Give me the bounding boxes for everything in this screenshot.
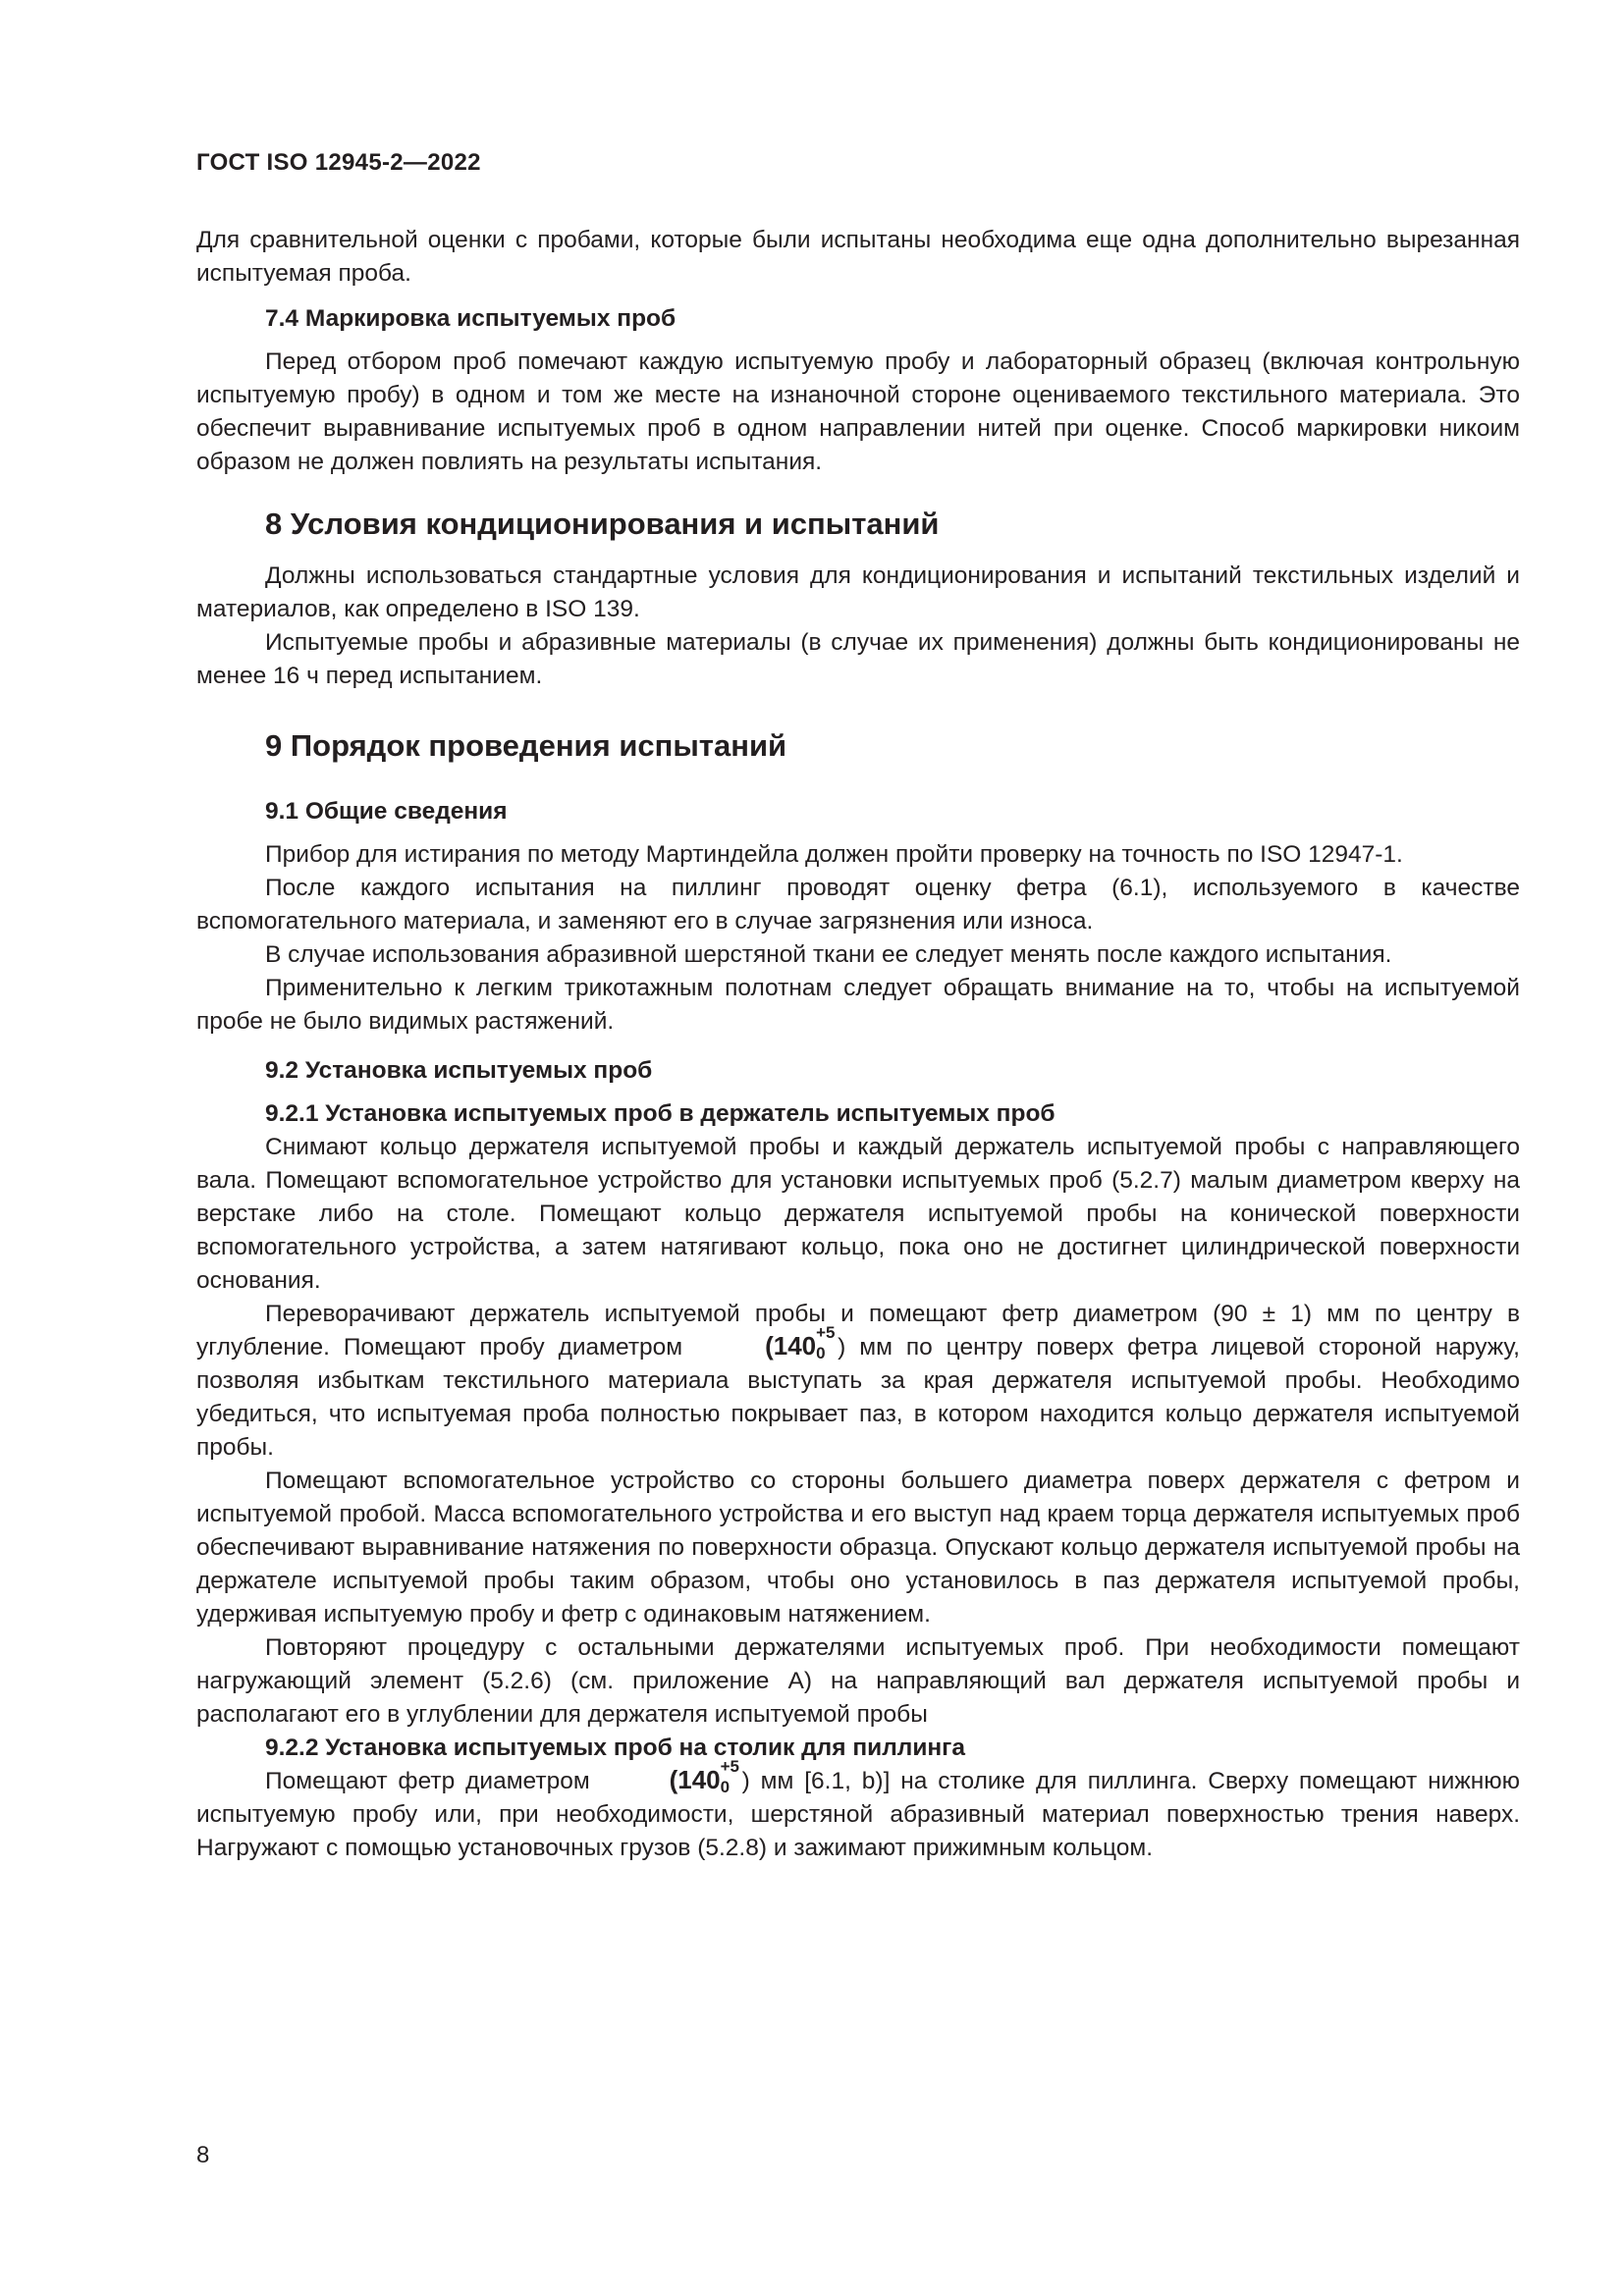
section-9-1-paragraph-1: Прибор для истирания по методу Мартиндейла должен пройти проверку на точность по ISO 12947-1. — [265, 841, 1403, 868]
section-8-paragraph-1: Должны использоваться стандартные условия для кондиционирования и испытаний текстильных изделий и материалов, как определено в ISO 139. — [196, 562, 1520, 622]
section-7-4-heading: 7.4 Маркировка испытуемых проб — [265, 305, 677, 332]
paragraph-text-before-tolerance: Переворачивают держатель испытуемой пробы и помещают фетр диаметром (90 ± 1) мм по центру в углубление. Помещают пробу диаметром — [196, 1301, 1520, 1361]
tolerance-upper: +5 — [816, 1323, 836, 1342]
tolerance-close-paren: ) — [838, 1334, 846, 1361]
section-9-1-heading: 9.1 Общие сведения — [265, 798, 508, 825]
tolerance-lower: 0 — [816, 1344, 826, 1362]
tolerance-close-paren: ) — [741, 1768, 750, 1794]
section-9-1-paragraph-2: После каждого испытания на пиллинг проводят оценку фетра (6.1), используемого в качестве вспомогательного материала, и заменяют его в случае загрязнения или износа. — [196, 875, 1520, 934]
tolerance-base: 140 — [773, 1331, 817, 1361]
section-7-4-paragraph: Перед отбором проб помечают каждую испытуемую пробу и лабораторный образец (включая контрольную испытуемую пробу) в одном и том же месте на изнаночной стороне оцениваемого текстильного материала. Это обеспечит выравнивание испытуемых проб в одном направлении нитей при оценке. Способ маркировки никоим образом не должен повлиять на результаты испытания. — [196, 348, 1520, 475]
section-9-1-paragraph-4: Применительно к легким трикотажным полотнам следует обращать внимание на то, чтобы на испытуемой пробе не было видимых растяжений. — [196, 975, 1520, 1035]
section-9-2-1-paragraph-2 — [196, 1298, 1520, 1465]
tolerance-open-paren: ( — [669, 1765, 678, 1794]
document-body — [196, 224, 1520, 1865]
paragraph-text-after-tolerance: мм по центру поверх фетра лицевой стороной наружу, позволяя избыткам текстильного материала выступать за края держателя испытуемой пробы. Необходимо убедиться, что испытуемая проба полностью покрывает паз, в котором находится кольцо держателя испытуемой пробы. — [196, 1334, 1520, 1461]
section-8-heading: 8 Условия кондиционирования и испытаний — [265, 507, 940, 541]
document-id-header: ГОСТ ISO 12945-2—2022 — [196, 149, 481, 176]
tolerance-open-paren: ( — [765, 1331, 774, 1361]
diameter-tolerance — [696, 1323, 838, 1362]
section-9-2-1-paragraph-3: Помещают вспомогательное устройство со стороны большего диаметра поверх держателя с фетром и испытуемой пробой. Масса вспомогательного устройства и его выступ над краем торца держателя испытуемых проб обеспечивают выравнивание натяжения по поверхности образца. Опускают кольцо держателя испытуемой пробы на держателе испытуемой пробы таким образом, чтобы оно установилось в паз держателя испытуемой пробы, удерживая испытуемую пробу и фетр с одинаковым натяжением. — [196, 1468, 1520, 1628]
diameter-tolerance — [601, 1757, 742, 1796]
section-9-2-1-paragraph-4: Повторяют процедуру с остальными держателями испытуемых проб. При необходимости помещают нагружающий элемент (5.2.6) (см. приложение А) на направляющий вал держателя испытуемой пробы и располагают его в углублении для держателя испытуемой пробы — [196, 1634, 1520, 1728]
paragraph-text-before-tolerance: Помещают фетр диаметром — [265, 1768, 601, 1794]
paragraph-text-after-tolerance: мм [6.1, b)] на столике для пиллинга. Сверху помещают нижнюю испытуемую пробу или, при необходимости, шерстяной абразивный материал поверхностью трения наверх. Нагружают с помощью установочных грузов (5.2.8) и зажимают прижимным кольцом. — [196, 1768, 1520, 1861]
section-8-paragraph-2: Испытуемые пробы и абразивные материалы (в случае их применения) должны быть кондиционированы не менее 16 ч перед испытанием. — [196, 629, 1520, 689]
intro-paragraph: Для сравнительной оценки с пробами, которые были испытаны необходима еще одна дополнительно вырезанная испытуемая проба. — [196, 227, 1520, 287]
tolerance-lower: 0 — [720, 1778, 731, 1796]
section-9-heading: 9 Порядок проведения испытаний — [265, 728, 787, 763]
tolerance-upper: +5 — [720, 1757, 739, 1776]
section-9-1-paragraph-3: В случае использования абразивной шерстяной ткани ее следует менять после каждого испытания. — [265, 941, 1392, 968]
section-9-2-2-heading: 9.2.2 Установка испытуемых проб на столик для пиллинга — [265, 1735, 966, 1761]
tolerance-base: 140 — [677, 1765, 721, 1794]
section-9-2-2-paragraph-1 — [196, 1757, 1520, 1865]
section-9-2-1-heading: 9.2.1 Установка испытуемых проб в держатель испытуемых проб — [265, 1100, 1056, 1127]
section-9-2-1-paragraph-1: Снимают кольцо держателя испытуемой пробы и каждый держатель испытуемой пробы с направляющего вала. Помещают вспомогательное устройство для установки испытуемых проб (5.2.7) малым диаметром кверху на верстаке либо на столе. Помещают кольцо держателя испытуемой пробы на конической поверхности вспомогательного устройства, а затем натягивают кольцо, пока оно не достигнет цилиндрической поверхности основания. — [196, 1134, 1520, 1294]
page-number: 8 — [196, 2142, 210, 2168]
section-9-2-heading: 9.2 Установка испытуемых проб — [265, 1057, 653, 1084]
